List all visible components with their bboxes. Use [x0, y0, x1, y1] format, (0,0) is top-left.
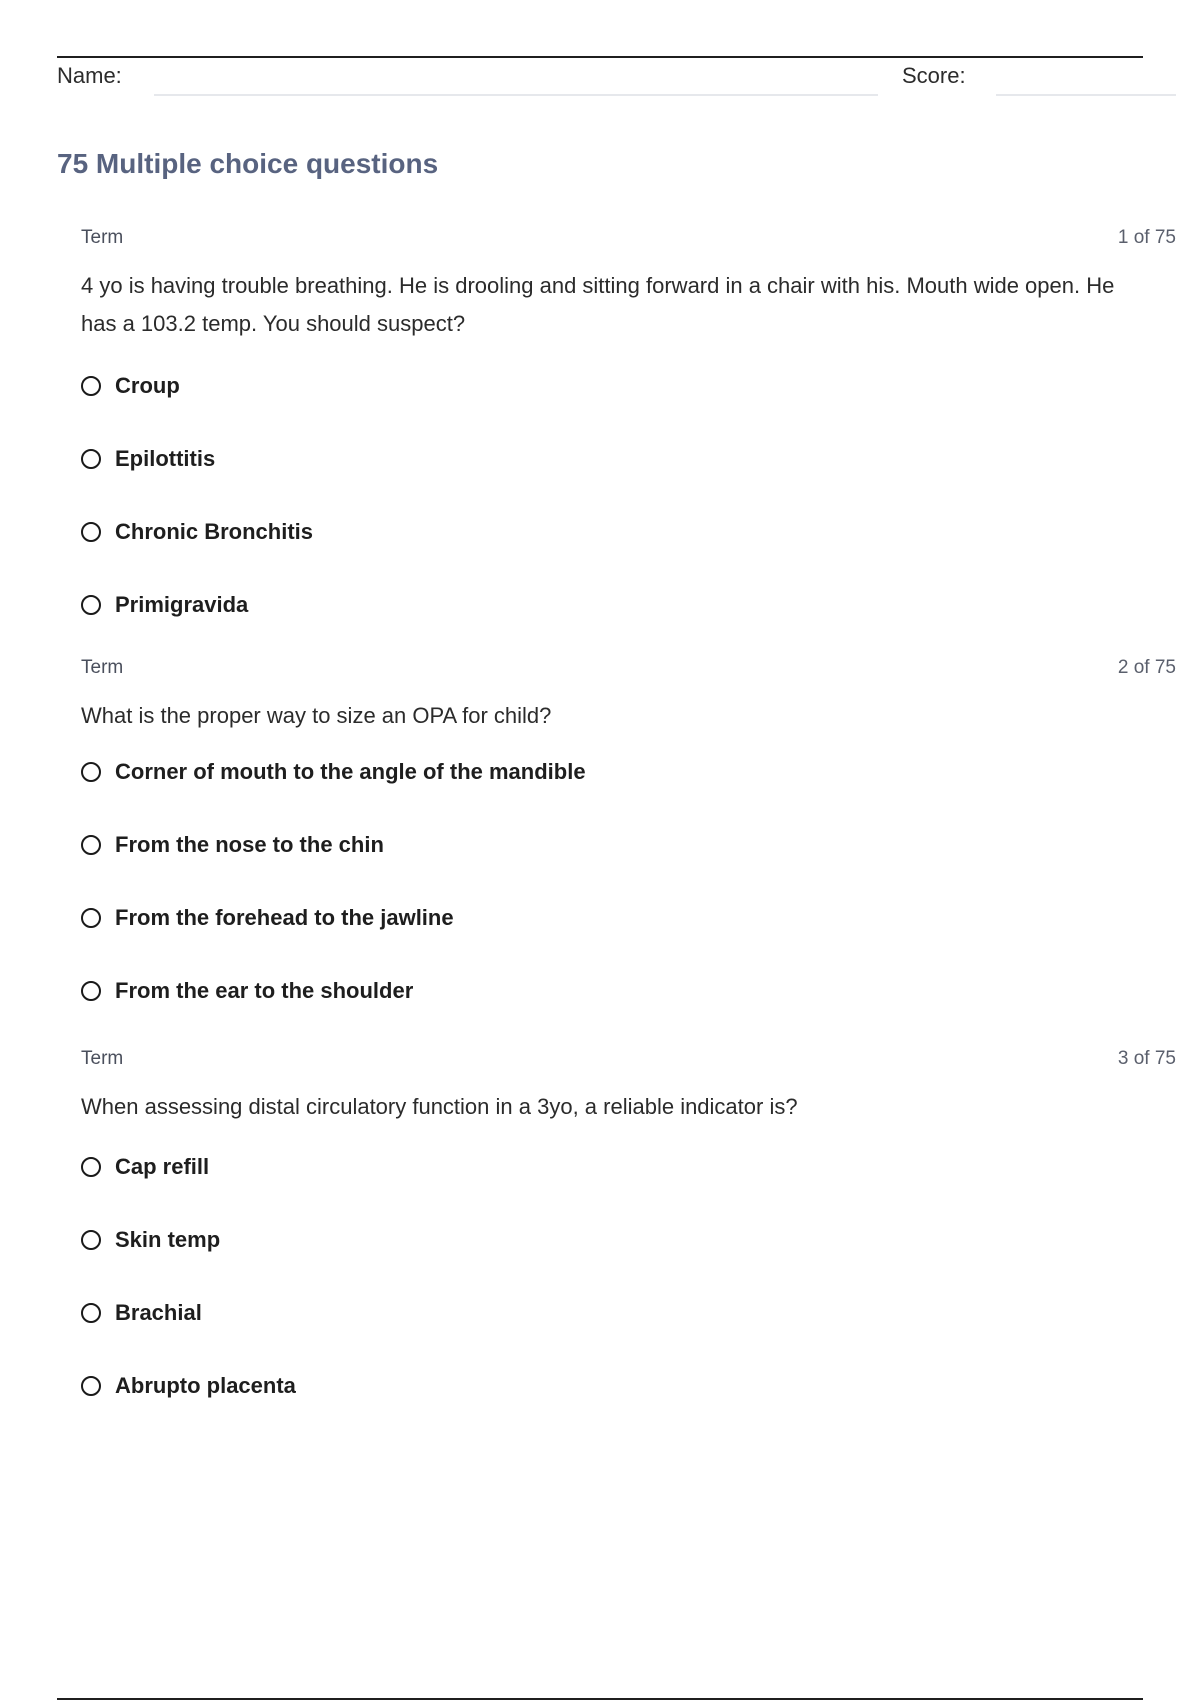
option-chronic-bronchitis[interactable] [81, 495, 1176, 568]
radio-circle-icon[interactable] [81, 449, 101, 469]
name-label: Name: [57, 63, 122, 88]
option-corner-of-mouth[interactable] [81, 735, 1176, 808]
question-header [81, 657, 1176, 683]
term-label: Term [81, 227, 124, 248]
option-skin-temp[interactable] [81, 1203, 1176, 1276]
question-prompt: 4 yo is having trouble breathing. He is drooling and sitting forward in a chair with his. Mouth wide open. He has a 103.2 temp. You should suspect? [81, 273, 1115, 336]
radio-circle-icon[interactable] [81, 376, 101, 396]
option-label: Croup [115, 372, 180, 398]
radio-circle-icon[interactable] [81, 595, 101, 615]
question-header [81, 1048, 1176, 1074]
question-counter: 1 of 75 [1117, 227, 1176, 248]
page-title: 75 Multiple choice questions [57, 148, 439, 179]
radio-circle-icon[interactable] [81, 835, 101, 855]
score-field[interactable] [996, 94, 1176, 96]
radio-circle-icon[interactable] [81, 762, 101, 782]
radio-circle-icon[interactable] [81, 908, 101, 928]
question-prompt: When assessing distal circulatory function in a 3yo, a reliable indicator is? [81, 1094, 798, 1119]
term-label: Term [81, 657, 124, 678]
options-list [81, 349, 1176, 641]
top-rule [57, 56, 1143, 58]
option-label: Corner of mouth to the angle of the mandible [115, 758, 586, 784]
question-2 [81, 657, 1176, 1027]
option-label: Cap refill [115, 1153, 210, 1179]
option-label: Epilottitis [115, 445, 216, 471]
option-cap-refill[interactable] [81, 1130, 1176, 1203]
option-label: Primigravida [115, 591, 249, 617]
option-label: From the nose to the chin [115, 831, 384, 857]
option-label: Chronic Bronchitis [115, 518, 314, 544]
option-abrupto-placenta[interactable] [81, 1349, 1176, 1422]
question-counter: 2 of 75 [1117, 657, 1176, 678]
option-nose-to-chin[interactable] [81, 808, 1176, 881]
question-header [81, 227, 1176, 253]
radio-circle-icon[interactable] [81, 1376, 101, 1396]
question-3 [81, 1048, 1176, 1422]
question-1 [81, 227, 1176, 641]
radio-circle-icon[interactable] [81, 1157, 101, 1177]
radio-circle-icon[interactable] [81, 522, 101, 542]
option-label: From the forehead to the jawline [115, 904, 454, 930]
radio-circle-icon[interactable] [81, 981, 101, 1001]
option-ear-to-shoulder[interactable] [81, 954, 1176, 1027]
option-label: Abrupto placenta [115, 1372, 296, 1398]
term-label: Term [81, 1048, 124, 1069]
option-label: Brachial [115, 1299, 202, 1325]
score-label: Score: [902, 63, 966, 88]
option-epilottitis[interactable] [81, 422, 1176, 495]
option-label: From the ear to the shoulder [115, 977, 414, 1003]
radio-circle-icon[interactable] [81, 1303, 101, 1323]
options-list [81, 735, 1176, 1027]
options-list [81, 1130, 1176, 1422]
option-brachial[interactable] [81, 1276, 1176, 1349]
option-croup[interactable] [81, 349, 1176, 422]
radio-circle-icon[interactable] [81, 1230, 101, 1250]
option-label: Skin temp [115, 1226, 221, 1252]
question-prompt: What is the proper way to size an OPA for child? [81, 703, 552, 728]
question-counter: 3 of 75 [1117, 1048, 1176, 1069]
option-forehead-to-jawline[interactable] [81, 881, 1176, 954]
option-primigravida[interactable] [81, 568, 1176, 641]
name-field[interactable] [154, 94, 878, 96]
